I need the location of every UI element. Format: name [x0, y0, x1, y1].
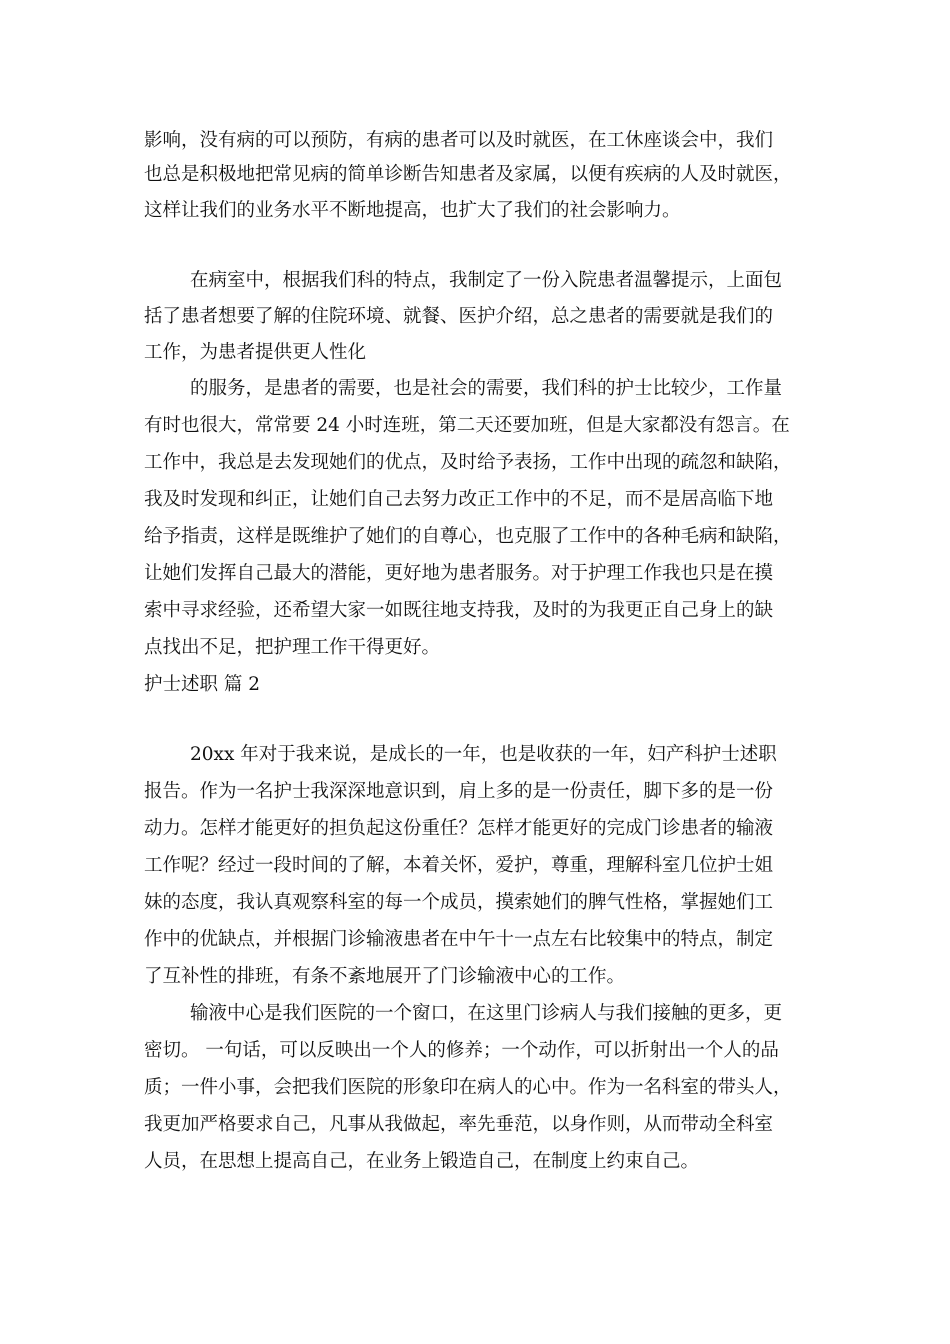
paragraph-3-line-8: 点找出不足，把护理工作干得更好。 [144, 637, 441, 658]
paragraph-4-line-2: 报告。作为一名护士我深深地意识到，肩上多的是一份责任，脚下多的是一份 [144, 781, 774, 802]
paragraph-3-line-3: 工作中，我总是去发现她们的优点，及时给予表扬，工作中出现的疏忽和缺陷， [144, 452, 792, 473]
paragraph-3-line-4: 我及时发现和纠正，让她们自己去努力改正工作中的不足，而不是居高临下地 [144, 489, 774, 510]
paragraph-3-line-1: 的服务，是患者的需要，也是社会的需要，我们科的护士比较少，工作量 [190, 378, 783, 399]
paragraph-2-line-3: 工作，为患者提供更人性化 [144, 342, 367, 363]
paragraph-4-line-6: 作中的优缺点，并根据门诊输液患者在中午十一点左右比较集中的特点，制定 [144, 929, 774, 950]
paragraph-2-line-2: 括了患者想要了解的住院环境、就餐、医护介绍，总之患者的需要就是我们的 [144, 306, 774, 327]
paragraph-4-line-5: 妹的态度，我认真观察科室的每一个成员，摸索她们的脾气性格，掌握她们工 [144, 892, 774, 913]
paragraph-3-line-6: 让她们发挥自己最大的潜能，更好地为患者服务。对于护理工作我也只是在摸 [144, 563, 774, 584]
paragraph-4-line-1: 20xx 年对于我来说，是成长的一年，也是收获的一年，妇产科护士述职 [190, 744, 777, 765]
paragraph-3-line-5: 给予指责，这样是既维护了她们的自尊心，也克服了工作中的各种毛病和缺陷， [144, 526, 792, 547]
paragraph-3-line-2: 有时也很大，常常要 24 小时连班，第二天还要加班，但是大家都没有怨言。在 [144, 415, 790, 436]
paragraph-5-line-4: 我更加严格要求自己，凡事从我做起，率先垂范，以身作则，从而带动全科室 [144, 1114, 774, 1135]
paragraph-5-line-5: 人员，在思想上提高自己，在业务上锻造自己，在制度上约束自己。 [144, 1151, 700, 1172]
section-heading: 护士述职 篇 2 [144, 674, 261, 695]
paragraph-5-line-1: 输液中心是我们医院的一个窗口，在这里门诊病人与我们接触的更多，更 [190, 1003, 783, 1024]
paragraph-3-line-7: 索中寻求经验，还希望大家一如既往地支持我，及时的为我更正自己身上的缺 [144, 600, 774, 621]
paragraph-4-line-3: 动力。怎样才能更好的担负起这份重任？怎样才能更好的完成门诊患者的输液 [144, 818, 774, 839]
paragraph-1-line-1: 影响，没有病的可以预防，有病的患者可以及时就医，在工休座谈会中，我们 [144, 130, 774, 151]
paragraph-2-line-1: 在病室中，根据我们科的特点，我制定了一份入院患者温馨提示，上面包 [190, 270, 783, 291]
paragraph-4-line-7: 了互补性的排班，有条不紊地展开了门诊输液中心的工作。 [144, 966, 626, 987]
paragraph-1-line-3: 这样让我们的业务水平不断地提高，也扩大了我们的社会影响力。 [144, 200, 681, 221]
paragraph-1-line-2: 也总是积极地把常见病的简单诊断告知患者及家属，以便有疾病的人及时就医， [144, 164, 792, 185]
paragraph-4-line-4: 工作呢？经过一段时间的了解，本着关怀，爱护，尊重，理解科室几位护士姐 [144, 855, 774, 876]
paragraph-5-line-3: 质；一件小事，会把我们医院的形象印在病人的心中。作为一名科室的带头人， [144, 1077, 792, 1098]
paragraph-5-line-2: 密切。 一句话，可以反映出一个人的修养；一个动作，可以折射出一个人的品 [144, 1040, 779, 1061]
